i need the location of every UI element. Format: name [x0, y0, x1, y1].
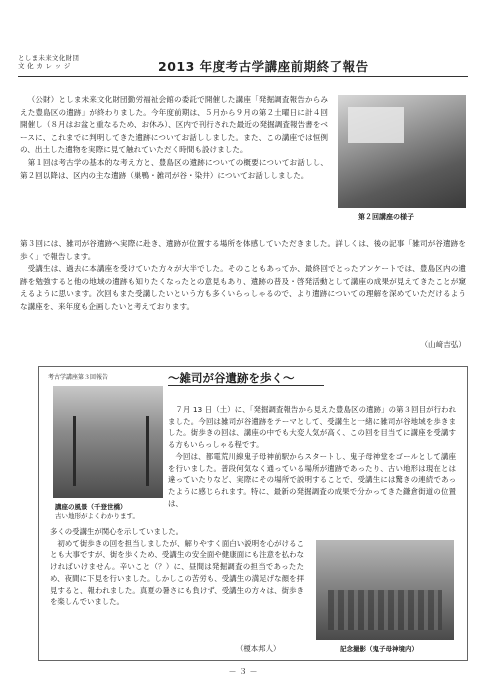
article2-paragraph-3: 多くの受講生が関心を示していました。	[50, 527, 184, 536]
lecture-photo-caption: 第２回講座の様子	[358, 213, 414, 221]
article2-paragraph-4: 初めて街歩きの回を担当しましたが、解りやすく面白い説明を心がけることも大事ですが、街を歩くため、受講生の安全面や健康面にも注意を払わなければいけません。辛いこと（？）に、昼間は発掘調査の担当であったため、夜間に下見を行いました。しかしこの苦労も、受講生の満足げな顔を拝見すると、報われました。真夏の暑さにも負けず、受講生の方々は、街歩きを楽しんでいました。	[50, 538, 304, 607]
bridge-photo-caption-note: 古い地形がよくわかります。	[55, 512, 139, 520]
bridge-photo-caption	[55, 502, 139, 520]
group-photo-caption: 記念撮影（鬼子母神境内）	[340, 645, 418, 653]
title-divider	[18, 76, 468, 77]
article1-paragraph-2: 第１回は考古学の基本的な考え方と、豊島区の遺跡についての概要についてお話しし、第２回以降は、区内の主な遺跡（巣鴨・雑司が谷・染井）についてお話ししました。	[20, 157, 328, 180]
org-name	[18, 54, 79, 70]
page-number: － ３ －	[228, 667, 258, 676]
bridge-photo-caption-title: 講座の風景（千登世橋）	[55, 503, 127, 511]
article2-paragraph-2: 今回は、都電荒川線鬼子母神前駅からスタートし、鬼子母神堂をゴールとして講座を行いました。普段何気なく通っている場所が遺跡であったり、古い地形は現在とは違っていたりなど、実際にその場所で説明することで、受講生には驚きの連続であったように感じられます。特に、最新の発掘調査の成果で分かってきた鎌倉街道の位置は、	[168, 451, 456, 508]
article2-signature: （榎本邦人）	[236, 644, 281, 653]
article1-paragraph-3: 第３回には、雑司が谷遺跡へ実際に赴き、遺跡が位置する場所を体感していただきました。詳しくは、後の記事「雑司が谷遺跡を歩く」で報告します。	[20, 239, 466, 261]
lecture-photo	[338, 95, 466, 208]
bridge-photo	[53, 386, 163, 498]
article1-lead	[20, 94, 328, 182]
group-photo	[316, 540, 454, 640]
article2-title-underline	[168, 385, 324, 386]
article1-paragraph-1: （公財）としま未来文化財団勤労福祉会館の委託で開催した講座「発掘調査報告からみえた豊島区の遺跡」が終わりました。今年度前期は、５月から９月の第２土曜日に計４回開催し（８月はお盆と重なるため、お休み）、区内で刊行された最近の発掘調査報告書をベースに、これまでに判明してきた遺跡についてお話ししました。また、この講座では恒例の、出土した遺物を実際に見て触れていただく時間も設けました。	[20, 95, 328, 155]
article1-paragraph-4: 受講生は、過去に本講座を受けていた方々が大半でした。そのこともあってか、最終回でとったアンケートでは、豊島区内の遺跡を勉強すると他の地域の遺跡も知りたくなったとの意見もあり、遺跡の普及・啓発活動として講座の成果が見えてきたことが窺えるように思います。次回もまた受講したいという方も多くいらっしゃるので、より遺跡についての理解を深めていただけるような講座を、来年度も企画したいと考えております。	[20, 264, 466, 311]
org-line-2: 文 化 カ レ ッ ジ	[18, 62, 71, 70]
org-line-1: としま未来文化財団	[18, 54, 80, 62]
article2-paragraph-1: ７月 13 日（土）に、「発掘調査報告から見えた豊島区の遺跡」の第３回目が行われました。今回は雑司が谷遺跡をテーマとして、受講生と一緒に雑司が谷地域を歩きました。街歩きの回は、講座の中でも大変人気が高く、この回を目当てに講座を受講する方もいらっしゃる程です。	[168, 405, 456, 450]
article1-signature: （山﨑吉弘）	[420, 340, 466, 349]
article2-bottom-text	[50, 526, 304, 608]
article2-title: 〜雑司が谷遺跡を歩く〜	[168, 371, 295, 385]
page-title: 2013 年度考古学講座前期終了報告	[158, 59, 369, 74]
article2-series-label: 考古学講座第３回報告	[48, 374, 109, 381]
article1-continued	[20, 238, 466, 314]
article2-right-text	[168, 404, 456, 509]
